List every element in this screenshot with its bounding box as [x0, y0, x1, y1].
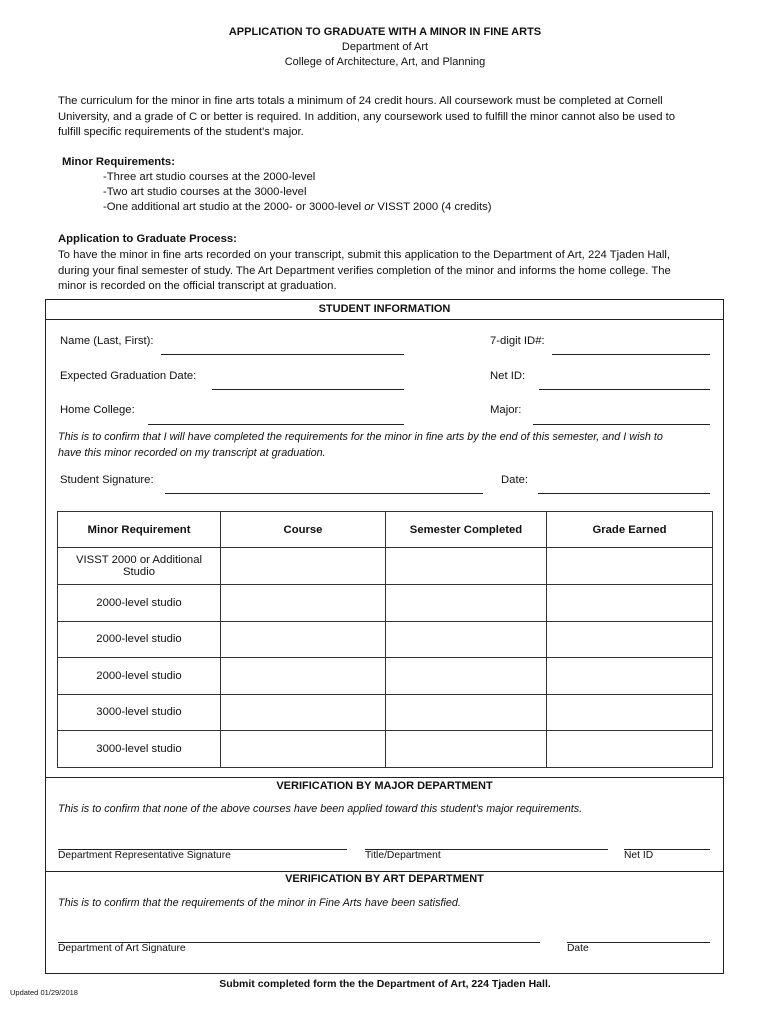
art-date-label: Date [567, 943, 589, 954]
requirement-or: or [364, 201, 375, 213]
requirement-cell: 2000-level studio [58, 585, 221, 622]
signature-date-label: Date: [501, 474, 529, 486]
course-cell[interactable] [221, 731, 386, 768]
grade-cell[interactable] [547, 694, 713, 731]
requirement-cell: VISST 2000 or Additional Studio [58, 548, 221, 585]
requirement-item [103, 201, 492, 213]
submit-instructions: Submit completed form the the Department of Art, 224 Tjaden Hall. [219, 978, 551, 990]
section-divider [45, 319, 724, 320]
student-signature-label: Student Signature: [60, 474, 154, 486]
major-verification-statement: This is to confirm that none of the above courses have been applied toward this student's major requirements. [58, 803, 583, 815]
requirement-cell: 3000-level studio [58, 731, 221, 768]
art-signature-label: Department of Art Signature [58, 943, 186, 954]
requirements-heading: Minor Requirements: [62, 156, 175, 168]
rep-signature-label: Department Representative Signature [58, 850, 231, 861]
requirement-text: -One additional art studio at the 2000- or 3000-level [103, 201, 365, 213]
grade-cell[interactable] [547, 658, 713, 695]
course-cell[interactable] [221, 621, 386, 658]
semester-cell[interactable] [386, 585, 547, 622]
home-college-field[interactable] [148, 424, 404, 425]
graduation-date-label: Expected Graduation Date: [60, 370, 197, 382]
major-label: Major: [490, 404, 522, 416]
column-header: Semester Completed [386, 512, 547, 548]
name-label: Name (Last, First): [60, 335, 154, 347]
intro-paragraph [58, 94, 718, 141]
requirement-item: -Three art studio courses at the 2000-level [103, 171, 316, 183]
graduation-date-field[interactable] [212, 389, 404, 390]
process-line: minor is recorded on the official transcript at graduation. [58, 280, 337, 292]
course-cell[interactable] [221, 585, 386, 622]
intro-line: University, and a grade of C or better is required. In addition, any coursework used to fulfill the minor cannot also be used to [58, 110, 676, 123]
requirement-cell: 3000-level studio [58, 694, 221, 731]
student-signature-field[interactable] [165, 493, 483, 494]
intro-line: fulfill specific requirements of the student's major. [58, 126, 304, 138]
student-info-heading: STUDENT INFORMATION [318, 303, 451, 315]
department-name: Department of Art [341, 41, 429, 53]
process-paragraph [58, 248, 728, 295]
table-row [58, 548, 713, 585]
table-row [58, 585, 713, 622]
art-verification-statement: This is to confirm that the requirements of the minor in Fine Arts have been satisfied. [58, 897, 461, 909]
course-cell[interactable] [221, 694, 386, 731]
name-field[interactable] [161, 354, 404, 355]
table-row [58, 694, 713, 731]
semester-cell[interactable] [386, 548, 547, 585]
grade-cell[interactable] [547, 585, 713, 622]
student-confirmation-text [58, 430, 718, 461]
semester-cell[interactable] [386, 694, 547, 731]
column-header: Minor Requirement [58, 512, 221, 548]
section-divider [45, 777, 724, 778]
table-row [58, 658, 713, 695]
requirements-table [57, 511, 713, 768]
column-header: Grade Earned [547, 512, 713, 548]
grade-cell[interactable] [547, 621, 713, 658]
table-header-row [58, 512, 713, 548]
major-verification-heading: VERIFICATION BY MAJOR DEPARTMENT [276, 780, 493, 792]
confirmation-line: This is to confirm that I will have completed the requirements for the minor in fine arts by the end of this semester, and I wish to [58, 431, 663, 443]
course-cell[interactable] [221, 658, 386, 695]
home-college-label: Home College: [60, 404, 135, 416]
netid-field[interactable] [539, 389, 710, 390]
student-id-field[interactable] [552, 354, 710, 355]
requirement-cell: 2000-level studio [58, 658, 221, 695]
process-heading: Application to Graduate Process: [58, 233, 237, 245]
updated-date: Updated 01/29/2018 [10, 988, 78, 997]
table-row [58, 731, 713, 768]
requirement-text: VISST 2000 (4 credits) [374, 201, 492, 213]
table-row [58, 621, 713, 658]
art-verification-heading: VERIFICATION BY ART DEPARTMENT [285, 873, 484, 885]
major-netid-label: Net ID [624, 850, 654, 861]
intro-line: The curriculum for the minor in fine arts totals a minimum of 24 credit hours. All coursework must be completed at Cornell [58, 95, 663, 107]
course-cell[interactable] [221, 548, 386, 585]
netid-label: Net ID: [490, 370, 526, 382]
title-department-label: Title/Department [365, 850, 441, 861]
column-header: Course [221, 512, 386, 548]
major-field[interactable] [533, 424, 710, 425]
process-line: during your final semester of study. The Art Department verifies completion of the minor and informs the home college. The [58, 264, 671, 277]
signature-date-field[interactable] [538, 493, 710, 494]
process-line: To have the minor in fine arts recorded on your transcript, submit this application to the Department of Art, 224 Tjaden Hall, [58, 249, 671, 261]
grade-cell[interactable] [547, 731, 713, 768]
requirement-item: -Two art studio courses at the 3000-level [103, 186, 307, 198]
confirmation-line: have this minor recorded on my transcript at graduation. [58, 446, 326, 459]
semester-cell[interactable] [386, 658, 547, 695]
college-name: College of Architecture, Art, and Planning [284, 56, 486, 68]
section-divider [45, 871, 724, 872]
form-title: APPLICATION TO GRADUATE WITH A MINOR IN FINE ARTS [228, 26, 542, 38]
student-id-label: 7-digit ID#: [490, 335, 545, 347]
semester-cell[interactable] [386, 621, 547, 658]
grade-cell[interactable] [547, 548, 713, 585]
semester-cell[interactable] [386, 731, 547, 768]
requirement-cell: 2000-level studio [58, 621, 221, 658]
